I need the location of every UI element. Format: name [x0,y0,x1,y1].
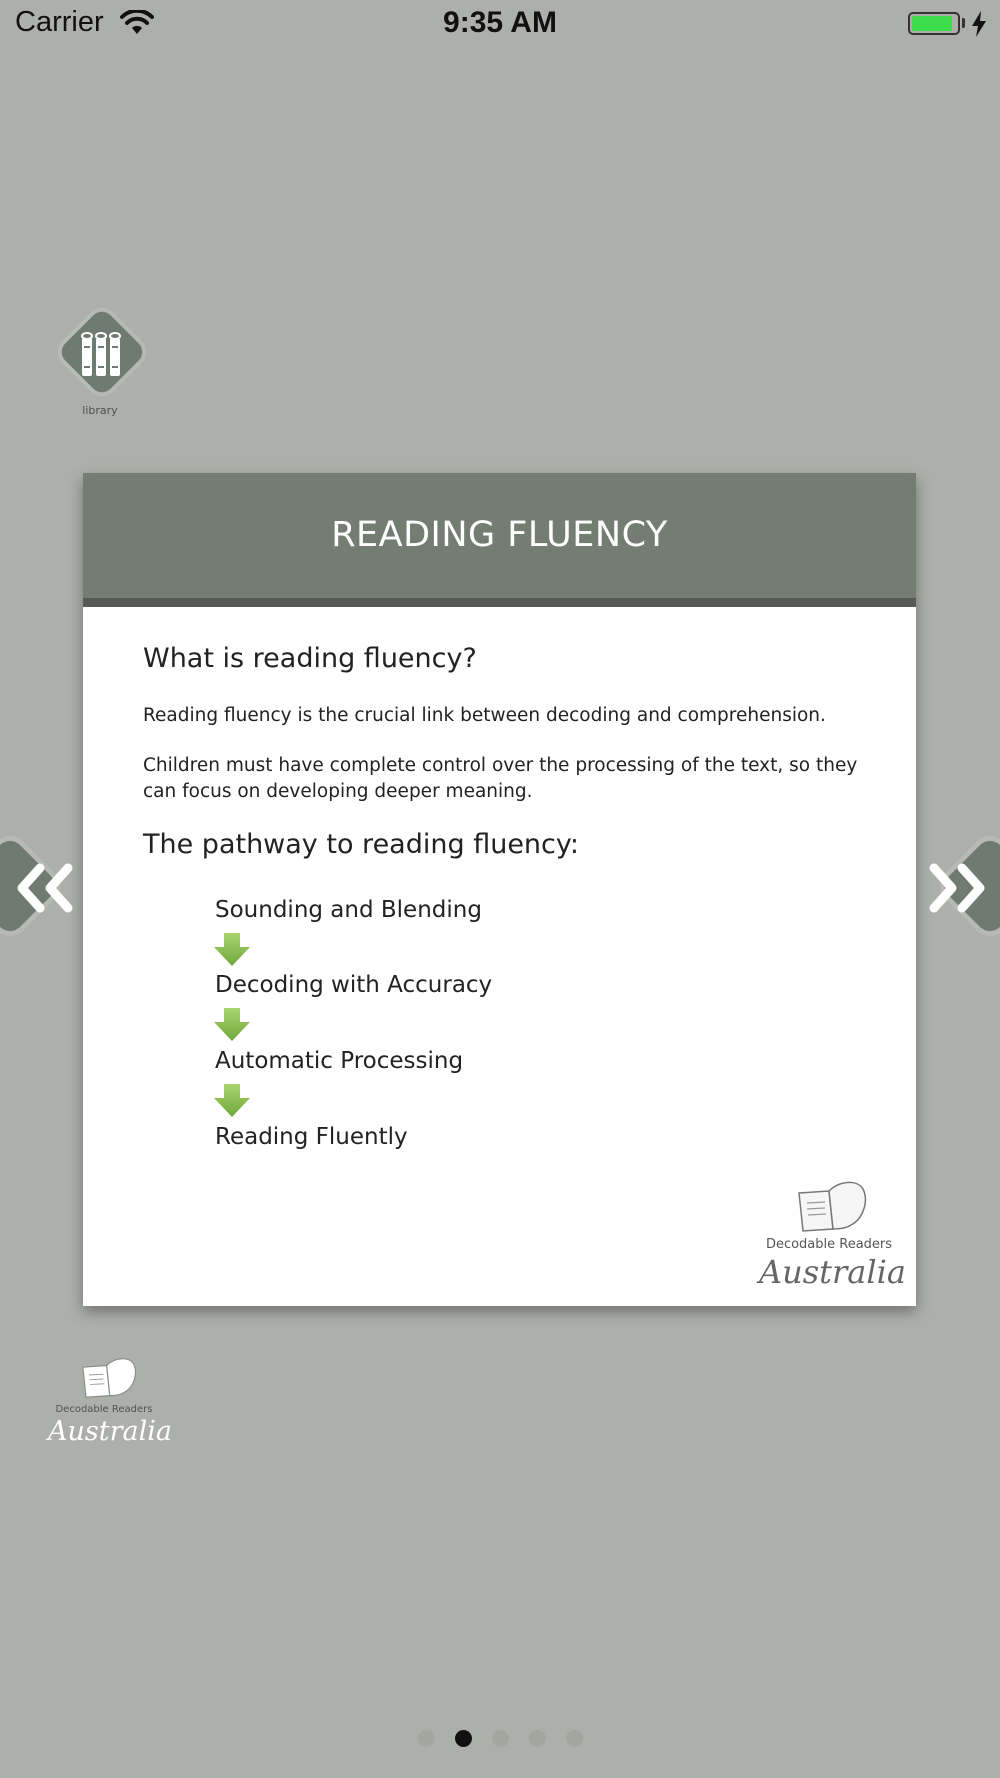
page-brand-logo [48,1356,172,1452]
books-icon [80,332,122,378]
battery-tip [962,18,965,28]
down-arrow-icon [213,1084,251,1118]
down-arrow-icon [213,1008,251,1042]
page-dot[interactable] [566,1730,583,1747]
library-label: library [82,404,118,417]
double-chevron-right-icon [916,858,996,918]
page-indicator[interactable] [0,1730,1000,1754]
pathway-heading: The pathway to reading fluency: [143,829,579,860]
logo-line2: Australia [759,1253,906,1291]
previous-page-button[interactable] [0,838,84,938]
down-arrow-icon [213,933,251,967]
content-card [83,473,916,1306]
charging-bolt-icon [970,10,988,38]
carrier-label: Carrier [15,6,104,38]
pathway-step: Automatic Processing [215,1048,464,1074]
status-time: 9:35 AM [443,6,557,39]
open-book-map-icon [78,1356,140,1402]
page-dot[interactable] [455,1730,472,1747]
logo-line1: Decodable Readers [55,1404,153,1415]
battery-icon [908,12,960,35]
battery-level [912,16,952,31]
card-header [83,473,916,607]
card-brand-logo [759,1179,906,1294]
page-dot[interactable] [492,1730,509,1747]
logo-line2: Australia [48,1416,172,1447]
paragraph-definition: Reading fluency is the crucial link between decoding and comprehension. [143,705,826,726]
pathway-step: Reading Fluently [215,1124,408,1150]
page-dot[interactable] [529,1730,546,1747]
pathway-step: Decoding with Accuracy [215,972,493,998]
next-page-button[interactable] [916,838,1000,938]
question-heading: What is reading fluency? [143,643,477,674]
status-bar [0,0,1000,50]
library-button[interactable] [48,312,152,424]
double-chevron-left-icon [6,858,86,918]
pathway-step: Sounding and Blending [215,897,482,923]
paragraph-control: Children must have complete control over the processing of the text, so they can focus on developing deeper meaning. [143,755,858,802]
page-dot[interactable] [418,1730,435,1747]
card-title: READING FLUENCY [331,515,668,555]
logo-line1: Decodable Readers [765,1237,893,1252]
open-book-map-icon [793,1179,871,1237]
